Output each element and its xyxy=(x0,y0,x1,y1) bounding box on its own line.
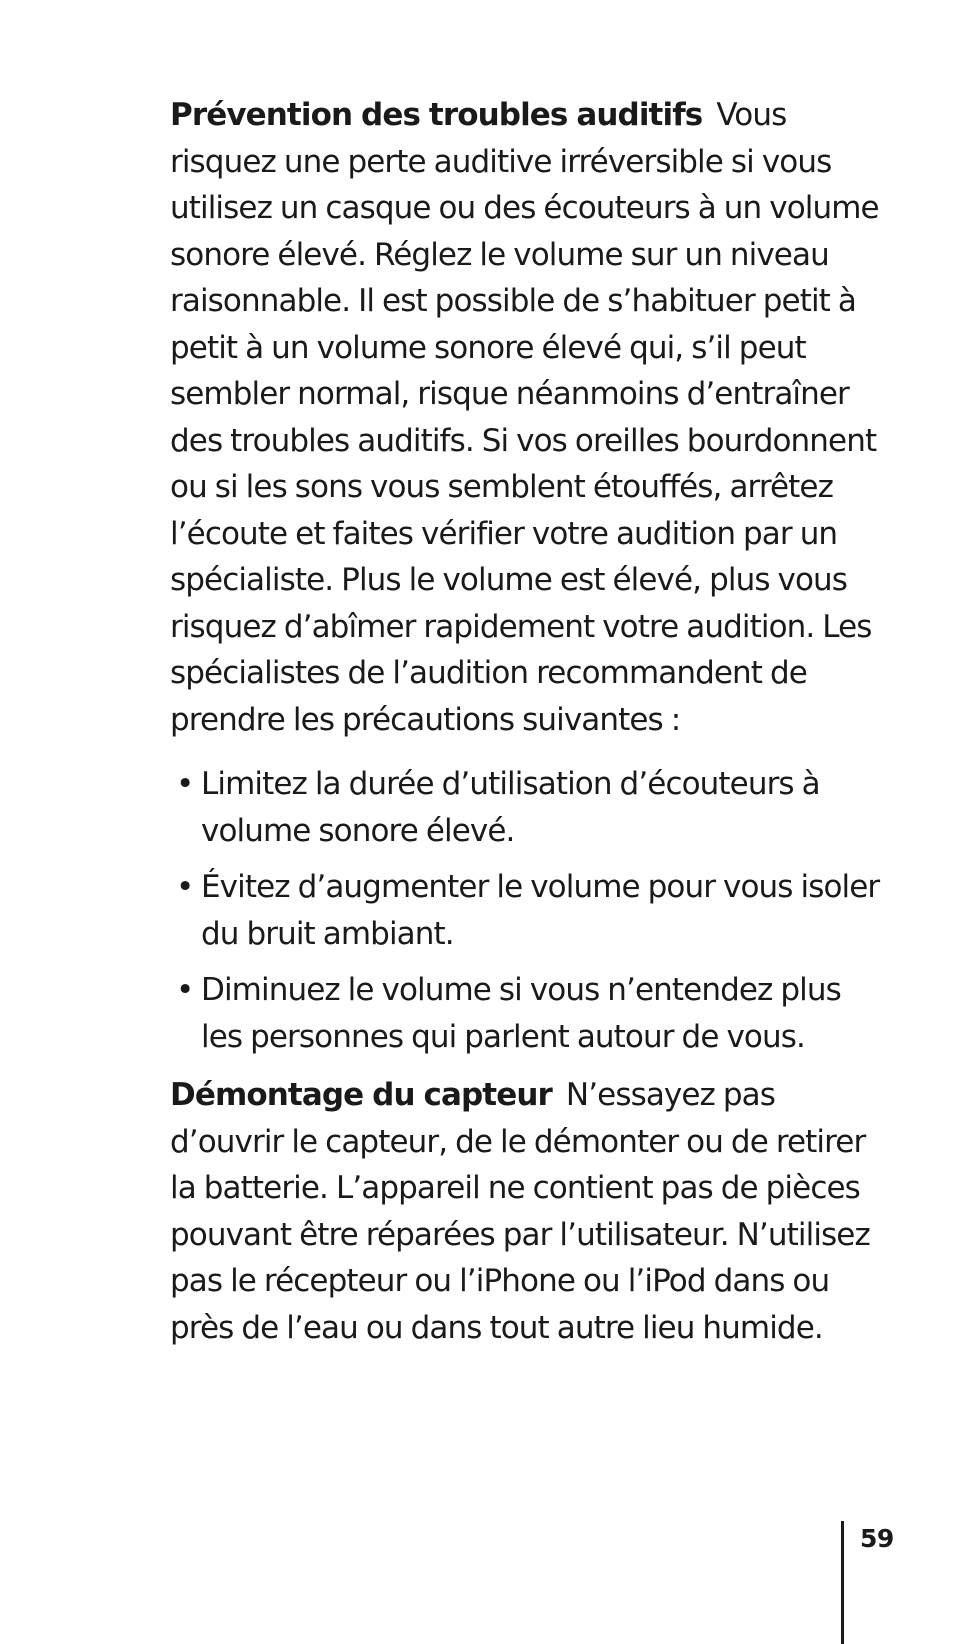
list-item xyxy=(170,761,882,854)
bullet-icon: • xyxy=(176,972,194,1008)
hearing-loss-body: Vous risquez une perte auditive irréversible si vous utilisez un casque ou des écouteurs à un volume sonore élevé. Réglez le volume sur un niveau raisonnable. Il est possible de s’habituer petit à petit à un volume sonore élevé qui, s’il peut sembler normal, risque néanmoins d’entraîner des troubles auditifs. Si vos oreilles bourdonnent ou si les sons vous semblent étouffés, arrêtez l’écoute et faites vérifier votre audition par un spécialiste. Plus le volume est élevé, plus vous risquez d’abîmer rapidement votre audition. Les spécialistes de l’audition recommandent de prendre les précautions suivantes : xyxy=(170,97,879,738)
page-number: 59 xyxy=(860,1524,894,1553)
bullet-icon: • xyxy=(176,766,194,802)
page-content xyxy=(170,92,882,1351)
footer-divider xyxy=(841,1521,844,1644)
list-item xyxy=(170,864,882,957)
precautions-list xyxy=(170,761,882,1060)
list-item xyxy=(170,967,882,1060)
disassembly-paragraph xyxy=(170,1072,882,1351)
list-item-text: Diminuez le volume si vous n’entendez plus les personnes qui parlent autour de vous. xyxy=(201,972,841,1055)
list-item-text: Limitez la durée d’utilisation d’écouteurs à volume sonore élevé. xyxy=(201,766,820,849)
list-item-text: Évitez d’augmenter le volume pour vous isoler du bruit ambiant. xyxy=(201,869,880,952)
bullet-icon: • xyxy=(176,869,194,905)
hearing-loss-heading: Prévention des troubles auditifs xyxy=(170,97,703,133)
disassembly-body: N’essayez pas d’ouvrir le capteur, de le démonter ou de retirer la batterie. L’appareil ne contient pas de pièces pouvant être réparées par l’utilisateur. N’utilisez pas le récepteur ou l’iPhone ou l’iPod dans ou près de l’eau ou dans tout autre lieu humide. xyxy=(170,1077,870,1346)
hearing-loss-paragraph xyxy=(170,92,882,743)
disassembly-heading: Démontage du capteur xyxy=(170,1077,552,1113)
